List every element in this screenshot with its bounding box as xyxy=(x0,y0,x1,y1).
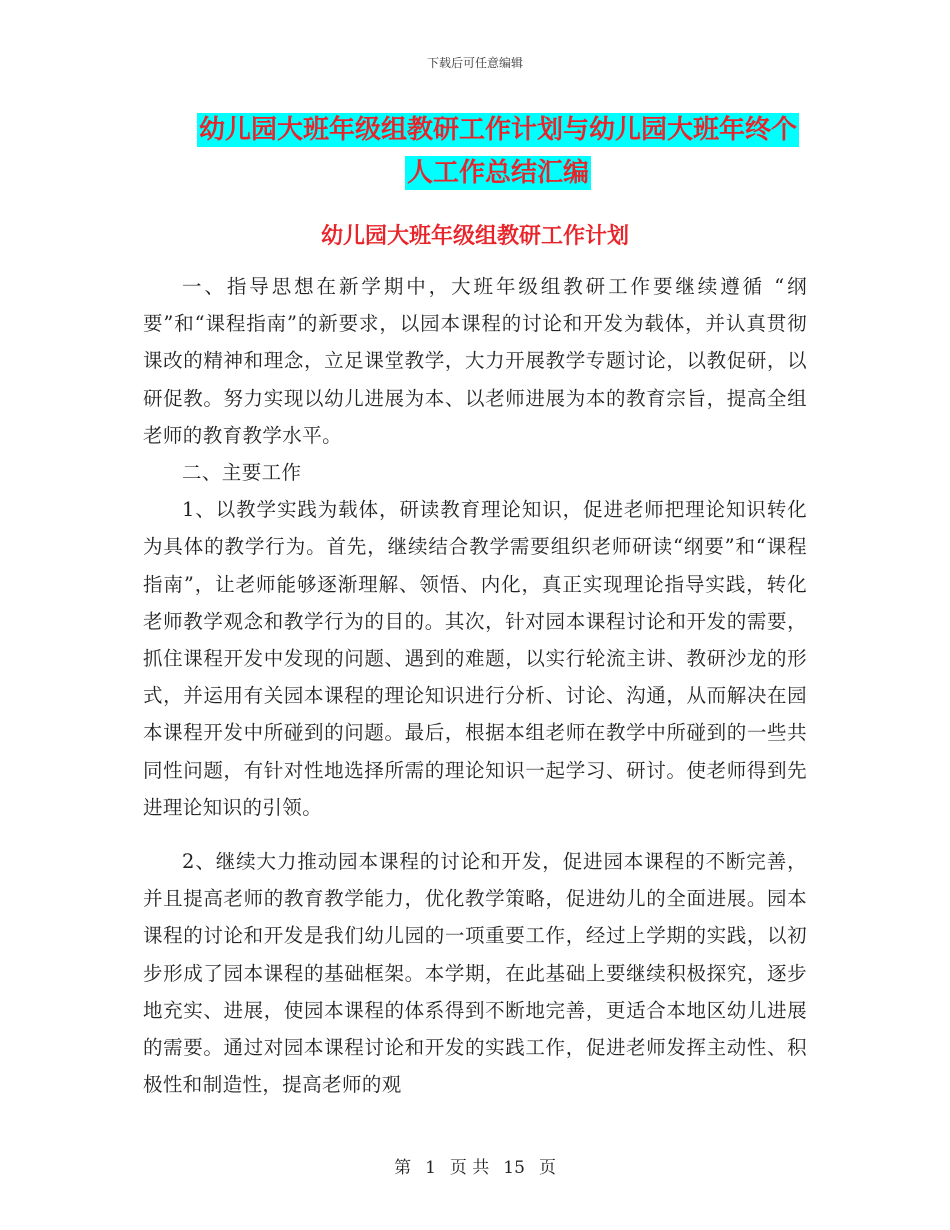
footer-prefix: 第 xyxy=(394,1158,412,1178)
header-note: 下载后可任意编辑 xyxy=(426,56,523,70)
title-highlight-2: 人工作总结汇编 xyxy=(406,158,589,188)
paragraph-guiding-thought: 一、指导思想在新学期中，大班年级组教研工作要继续遵循 “纲要”和“课程指南”的新要求，以园本课程的讨论和开发为载体，并认真贯彻课改的精神和理念，立足课堂教学，大力开展教学专题讨论，以教促研，以研促教。努力实现以幼儿进展为本、以老师进展为本的教育宗旨，提高全组老师的教育教学水平。 xyxy=(143,275,807,447)
section-heading: 幼儿园大班年级组教研工作计划 xyxy=(320,224,629,249)
document-title-line-1 xyxy=(192,113,804,147)
document-title-line-2 xyxy=(192,156,804,190)
paragraph-item-2: 2、继续大力推动园本课程的讨论和开发，促进园本课程的不断完善，并且提高老师的教育教学能力，优化教学策略，促进幼儿的全面进展。园本课程的讨论和开发是我们幼儿园的一项重要工作，经过上学期的实践，以初步形成了园本课程的基础框架。本学期，在此基础上要继续积极探究，逐步地充实、进展，使园本课程的体系得到不断地完善，更适合本地区幼儿进展的需要。通过对园本课程讨论和开发的实践工作，促进老师发挥主动性、积极性和制造性，提高老师的观 xyxy=(143,850,807,1097)
footer-suffix: 页 xyxy=(538,1158,556,1178)
page-footer xyxy=(0,1153,950,1178)
paragraph-main-work-heading: 二、主要工作 xyxy=(182,461,302,485)
footer-page-number: 1 xyxy=(425,1158,436,1178)
paragraph-item-1: 1、以教学实践为载体，研读教育理论知识，促进老师把理论知识转化为具体的教学行为。首先，继续结合教学需要组织老师研读“纲要”和“课程指南”，让老师能够逐渐理解、领悟、内化，真正实现理论指导实践，转化老师教学观念和教学行为的目的。其次，针对园本课程讨论和开发的需要，抓住课程开发中发现的问题、遇到的难题，以实行轮流主讲、教研沙龙的形式，并运用有关园本课程的理论知识进行分析、讨论、沟通，从而解决在园本课程开发中所碰到的问题。最后，根据本组老师在教学中所碰到的一些共同性问题，有针对性地选择所需的理论知识一起学习、研讨。使老师得到先进理论知识的引领。 xyxy=(143,498,807,819)
document-body xyxy=(143,268,807,1103)
footer-mid: 页 共 xyxy=(449,1158,490,1178)
footer-total-pages: 15 xyxy=(503,1158,525,1178)
title-highlight-1: 幼儿园大班年级组教研工作计划与幼儿园大班年终个 xyxy=(198,115,797,145)
